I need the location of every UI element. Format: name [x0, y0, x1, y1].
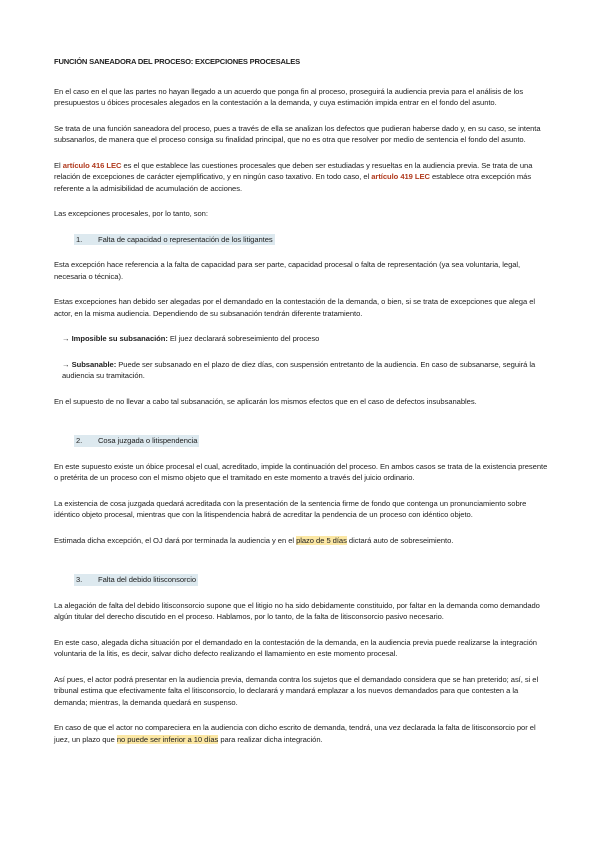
- paragraph-plazo-5-dias: [54, 535, 550, 547]
- paragraph-intro: En el caso en el que las partes no hayan llegado a un acuerdo que ponga fin al proceso, proseguirá la audiencia previa para el análisis de los presupuestos u óbices procesales alegados en la contestación a la demanda, y cuya estimación impida entrar en el fondo del asunto.: [54, 86, 524, 107]
- paragraph-obice: En este supuesto existe un óbice procesal el cual, acreditado, impide la continuación del proceso. En ambos casos se trata de la existencia presente o pretérita de un proceso con el mismo objeto que el tramitado en este momento a través del juicio ordinario.: [54, 461, 548, 482]
- text-fragment: es el que establece las cuestiones procesales que deben ser estudiadas y resueltas en la audiencia previa. Se trata de una relación de excepciones de carácter ejemplificativo, y en ningún caso taxativo. En todo caso, el: [54, 160, 533, 181]
- bullet-imposible: [54, 333, 550, 345]
- paragraph-articulos: [54, 160, 550, 195]
- paragraph-litisconsorcio: La alegación de falta del debido litisconsorcio supone que el litigio no ha sido debidamente constituido, por faltar en la demanda como demandado algún titular del derecho discutido en el proceso. Hablamos, por lo tanto, de la falta de litisconsorcio pasivo necesario.: [54, 600, 540, 621]
- arrow-icon: →: [62, 334, 70, 343]
- paragraph-alegacion: Estas excepciones han debido ser alegadas por el demandado en la contestación de la demanda, o bien, si se trata de excepciones que alega el actor, en la misma audiencia. Dependiendo de su subsanación tendrán diferente tratamiento.: [54, 297, 536, 318]
- paragraph-capacidad: Esta excepción hace referencia a la falta de capacidad para ser parte, capacidad procesal o falta de representación (ya sea voluntaria, legal, necesaria o técnica).: [54, 260, 521, 281]
- text-fragment: Estimada dicha excepción, el OJ dará por terminada la audiencia y en el: [54, 535, 297, 545]
- document-title: FUNCIÓN SANEADORA DEL PROCESO: EXCEPCIONES PROCESALES: [54, 57, 300, 66]
- highlight-plazo: plazo de 5 días: [296, 535, 347, 545]
- section-number: 2.: [76, 436, 83, 445]
- highlight-plazo: no puede ser inferior a 10 días: [116, 734, 219, 744]
- bullet-text: El juez declarará sobreseimiento del proceso: [167, 334, 320, 343]
- paragraph-list-intro: Las excepciones procesales, por lo tanto, son:: [54, 209, 208, 218]
- bullet-label: Imposible su subsanación:: [71, 334, 168, 343]
- text-fragment: dictará auto de sobreseimiento.: [346, 535, 454, 545]
- arrow-icon: →: [62, 359, 70, 369]
- article-416-link[interactable]: artículo 416 LEC: [62, 160, 122, 170]
- bullet-label: Subsanable:: [71, 359, 117, 369]
- section-label: Falta del debido litisconsorcio: [98, 575, 197, 584]
- text-fragment: establece otra excepción más referente a la admisibilidad de acumulación de acciones.: [54, 172, 532, 193]
- article-419-link[interactable]: artículo 419 LEC: [371, 172, 430, 181]
- text-fragment: para realizar dicha integración.: [218, 734, 323, 744]
- section-heading-2: [74, 435, 199, 447]
- paragraph-integracion: En este caso, alegada dicha situación por el demandado en la contestación de la demanda, en la audiencia previa puede realizarse la integración voluntaria de la litis, es decir, salvar dicho defecto realizando el llamamiento en este momento procesal.: [54, 637, 537, 658]
- paragraph-actor: Así pues, el actor podrá presentar en la audiencia previa, demanda contra los sujetos que el demandado considera que se han preterido; así, si el tribunal estima que efectivamente falta el litisconsorcio, lo declarará y mandará emplazar a los nuevos demandados para que contesten a la demanda; mientras, la demanda quedará en suspenso.: [54, 674, 539, 707]
- section-label: Cosa juzgada o litispendencia: [98, 436, 198, 445]
- bullet-text: Puede ser subsanado en el plazo de diez días, con suspensión entretanto de la audiencia. En caso de subsanarse, seguirá la audiencia su tramitación.: [62, 359, 536, 380]
- paragraph-no-subsanacion: En el supuesto de no llevar a cabo tal subsanación, se aplicarán los mismos efectos que en el caso de defectos insubsanables.: [54, 396, 477, 406]
- section-heading-1: [74, 234, 275, 246]
- section-label: Falta de capacidad o representación de los litigantes: [98, 234, 273, 244]
- text-fragment: En caso de que el actor no compareciera en la audiencia con dicho escrito de demanda, tendrá, una vez declarada la falta de litisconsorcio por el juez, un plazo que: [54, 723, 536, 744]
- paragraph-saneadora: Se trata de una función saneadora del proceso, pues a través de ella se analizan los defectos que pudieran haberse dado y, en su caso, se intenta subsanarlos, de manera que el proceso consiga su finalidad principal, que no es otra que resolver por medio de sentencia el fondo del asunto.: [54, 123, 541, 144]
- text-fragment: El: [54, 160, 63, 170]
- paragraph-plazo-10-dias: [54, 722, 550, 745]
- section-heading-3: [74, 574, 198, 586]
- section-number: 1.: [76, 234, 83, 244]
- bullet-subsanable: [54, 359, 550, 382]
- section-number: 3.: [76, 575, 83, 584]
- paragraph-cosa-juzgada: La existencia de cosa juzgada quedará acreditada con la presentación de la sentencia firme de fondo que contenga un pronunciamiento sobre idéntico objeto procesal, mientras que con la litispendencia habrá de acreditar la pendencia de un proceso con idéntico objeto.: [54, 498, 527, 519]
